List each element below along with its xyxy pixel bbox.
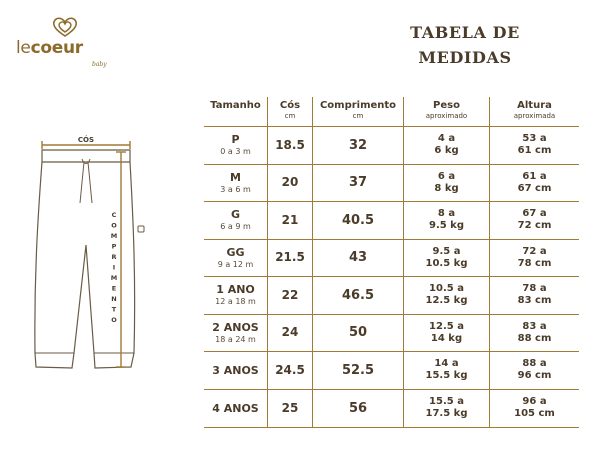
weight-cell (404, 315, 490, 353)
length-label-letter: P (111, 242, 117, 251)
weight-to: 10.5 kg (425, 257, 468, 269)
length-value: 32 (348, 137, 368, 153)
weight-to: 8 kg (434, 182, 459, 194)
weight-cell (404, 277, 490, 315)
pants-diagram (18, 135, 158, 380)
header-label: Tamanho (210, 100, 261, 111)
size-age: 0 a 3 m (220, 147, 251, 157)
height-to: 78 cm (517, 257, 552, 269)
length-label-letter: R (111, 253, 117, 261)
size-cell (204, 315, 268, 353)
drawstring (80, 159, 92, 203)
length-cell (313, 165, 404, 203)
size-label: 2 ANOS (212, 320, 259, 334)
waist-cell (268, 202, 313, 240)
height-to: 96 cm (517, 370, 552, 382)
height-cell (490, 240, 579, 278)
height-cell (490, 352, 579, 390)
weight-cell (404, 165, 490, 203)
length-value: 40.5 (341, 212, 375, 228)
header-label: Cós (279, 100, 301, 111)
size-cell (204, 202, 268, 240)
waist-cell (268, 127, 313, 165)
page-title (390, 20, 540, 70)
header-label: Peso (433, 100, 460, 111)
weight-to: 15.5 kg (425, 370, 468, 382)
weight-cell (404, 127, 490, 165)
size-label: M (230, 170, 241, 184)
waist-cell (268, 277, 313, 315)
weight-cell (404, 240, 490, 278)
weight-from: 8 a (437, 208, 456, 220)
length-label-letter: M (110, 274, 118, 282)
weight-from: 4 a (437, 133, 456, 145)
length-measure-label (111, 211, 117, 324)
height-from: 96 a (522, 396, 547, 408)
waist-cell (268, 240, 313, 278)
length-value: 52.5 (341, 362, 375, 378)
length-label-letter: N (111, 295, 117, 303)
length-value: 50 (348, 325, 368, 341)
pants-tag (138, 226, 144, 232)
weight-from: 15.5 a (429, 396, 464, 408)
weight-to: 6 kg (434, 145, 459, 157)
height-to: 61 cm (517, 145, 552, 157)
waist-cell (268, 315, 313, 353)
header-weight (404, 97, 490, 127)
weight-from: 12.5 a (429, 320, 464, 332)
size-cell (204, 240, 268, 278)
size-label: 1 ANO (216, 283, 255, 297)
weight-cell (404, 352, 490, 390)
waist-value: 25 (281, 400, 299, 415)
waist-cell (268, 352, 313, 390)
length-value: 43 (348, 250, 368, 266)
size-age: 18 a 24 m (215, 334, 256, 344)
weight-to: 12.5 kg (425, 295, 468, 307)
waist-value: 18.5 (275, 137, 305, 152)
header-label: Altura (517, 100, 552, 111)
waist-measure-label: CÓS (77, 136, 95, 144)
heart-logo-icon (50, 16, 80, 38)
height-from: 67 a (522, 208, 547, 220)
header-unit: aproximado (425, 112, 468, 120)
height-from: 53 a (522, 133, 547, 145)
waist-value: 21 (281, 212, 299, 227)
brand-name-bold: coeur (30, 38, 83, 58)
height-to: 83 cm (517, 295, 552, 307)
waist-value: 24.5 (275, 362, 305, 377)
brand-sub: baby (92, 61, 107, 68)
height-cell (490, 165, 579, 203)
height-to: 67 cm (517, 182, 552, 194)
height-from: 78 a (522, 283, 547, 295)
brand-logo (16, 16, 126, 72)
size-cell (204, 390, 268, 428)
size-label: GG (226, 245, 245, 259)
weight-from: 14 a (434, 358, 459, 370)
header-height (490, 97, 579, 127)
size-cell (204, 277, 268, 315)
length-value: 56 (348, 400, 368, 416)
length-cell (313, 352, 404, 390)
length-label-letter: T (111, 305, 117, 314)
size-age: 6 a 9 m (220, 222, 251, 232)
title-line-1: TABELA DE (410, 23, 520, 42)
length-label-letter: E (111, 284, 117, 293)
size-label: G (230, 208, 241, 222)
size-label: 4 ANOS (212, 401, 259, 415)
header-unit: cm (352, 112, 364, 120)
size-age: 9 a 12 m (217, 259, 254, 269)
header-label: Comprimento (319, 100, 397, 111)
length-cell (313, 240, 404, 278)
weight-to: 14 kg (430, 332, 463, 344)
size-cell (204, 165, 268, 203)
size-label: P (231, 133, 240, 147)
height-cell (490, 315, 579, 353)
brand-name (16, 38, 126, 58)
waist-value: 24 (281, 325, 299, 340)
height-cell (490, 202, 579, 240)
size-age: 3 a 6 m (220, 184, 251, 194)
length-value: 46.5 (341, 287, 375, 303)
header-size (204, 97, 268, 127)
pants-outline (35, 162, 135, 368)
height-cell (490, 390, 579, 428)
size-age: 12 a 18 m (215, 297, 256, 307)
length-cell (313, 202, 404, 240)
height-to: 72 cm (517, 220, 552, 232)
length-cell (313, 127, 404, 165)
size-table (204, 97, 579, 428)
brand-name-light: le (16, 38, 31, 58)
size-cell (204, 352, 268, 390)
height-to: 88 cm (517, 332, 552, 344)
height-from: 61 a (522, 170, 547, 182)
height-cell (490, 277, 579, 315)
size-label: 3 ANOS (212, 363, 259, 377)
height-from: 88 a (522, 358, 547, 370)
header-length (313, 97, 404, 127)
weight-cell (404, 202, 490, 240)
weight-to: 9.5 kg (428, 220, 464, 232)
length-value: 37 (348, 175, 368, 191)
height-from: 72 a (522, 245, 547, 257)
length-cell (313, 390, 404, 428)
weight-to: 17.5 kg (425, 408, 468, 420)
weight-from: 10.5 a (429, 283, 464, 295)
weight-cell (404, 390, 490, 428)
size-cell (204, 127, 268, 165)
length-label-letter: M (110, 232, 118, 240)
weight-from: 6 a (437, 170, 456, 182)
title-line-2: MEDIDAS (418, 48, 512, 67)
waist-cell (268, 165, 313, 203)
waist-value: 22 (281, 287, 299, 302)
height-from: 83 a (522, 320, 547, 332)
height-to: 105 cm (514, 408, 555, 420)
waist-cell (268, 390, 313, 428)
length-label-letter: I (112, 263, 116, 272)
header-unit: aproximada (513, 112, 556, 120)
length-label-letter: C (111, 211, 117, 219)
length-cell (313, 315, 404, 353)
waist-value: 20 (281, 175, 299, 190)
height-cell (490, 127, 579, 165)
weight-from: 9.5 a (432, 245, 461, 257)
length-label-letter: O (111, 316, 117, 324)
header-unit: cm (284, 112, 296, 120)
header-waist (268, 97, 313, 127)
waist-value: 21.5 (275, 250, 305, 265)
length-label-letter: O (111, 221, 117, 230)
length-cell (313, 277, 404, 315)
